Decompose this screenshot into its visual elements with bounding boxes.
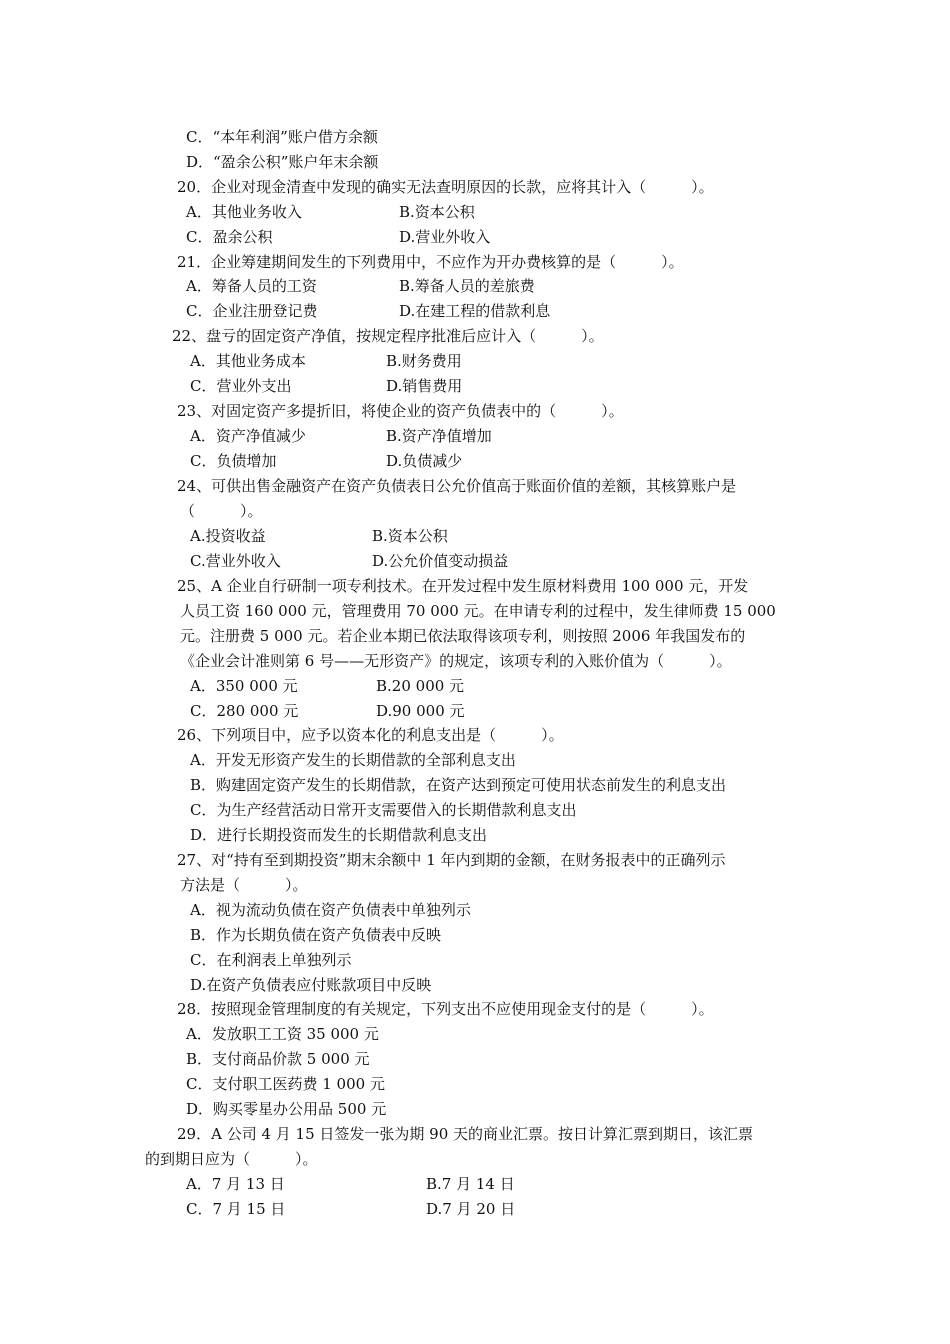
q25-option-b: B.20 000 元 — [376, 677, 465, 695]
q23-option-d: D.负债减少 — [386, 452, 463, 470]
q26-option-b: B．购建固定资产发生的长期借款，在资产达到预定可使用状态前发生的利息支出 — [190, 776, 727, 794]
q24-stem-cont: （ ）。 — [180, 502, 263, 520]
q27-option-c: C．在利润表上单独列示 — [190, 951, 352, 969]
q25-option-c: C．280 000 元 — [190, 702, 299, 720]
q29-option-a: A．7 月 13 日 — [186, 1175, 285, 1193]
q25-stem-cont-2: 元。注册费 5 000 元。若企业本期已依法取得该项专利，则按照 2006 年我国发布的 — [180, 627, 746, 645]
q21-option-a: A．筹备人员的工资 — [186, 277, 317, 295]
q25-stem: 25、A 企业自行研制一项专利技术。在开发过程中发生原材料费用 100 000 元，开发 — [177, 577, 749, 595]
q26-option-a: A．开发无形资产发生的长期借款的全部利息支出 — [190, 751, 516, 769]
q20-option-b: B.资本公积 — [399, 203, 475, 221]
q22-option-c: C．营业外支出 — [190, 377, 292, 395]
q23-option-a: A．资产净值减少 — [190, 427, 306, 445]
q29-stem: 29．A 公司 4 月 15 日签发一张为期 90 天的商业汇票。按日计算汇票到期日，该汇票 — [177, 1125, 754, 1143]
q21-option-c: C．企业注册登记费 — [186, 302, 318, 320]
q22-option-a: A．其他业务成本 — [190, 352, 306, 370]
q27-stem-cont: 方法是（ ）。 — [180, 876, 308, 894]
q22-stem: 22、盘亏的固定资产净值，按规定程序批准后应计入（ ）。 — [172, 327, 604, 345]
q21-option-d: D.在建工程的借款利息 — [399, 302, 551, 320]
q29-option-b: B.7 月 14 日 — [426, 1175, 515, 1193]
q21-stem: 21．企业筹建期间发生的下列费用中，不应作为开办费核算的是（ ）。 — [177, 253, 684, 271]
q28-stem: 28．按照现金管理制度的有关规定，下列支出不应使用现金支付的是（ ）。 — [177, 1000, 714, 1018]
q27-option-d: D.在资产负债表应付账款项目中反映 — [190, 976, 432, 994]
q24-option-b: B.资本公积 — [372, 527, 448, 545]
q20-option-c: C．盈余公积 — [186, 228, 273, 246]
q19-option-c: C．“本年利润”账户借方余额 — [186, 128, 378, 146]
q25-stem-cont-3: 《企业会计准则第 6 号——无形资产》的规定，该项专利的入账价值为（ ）。 — [180, 652, 732, 670]
q20-option-d: D.营业外收入 — [399, 228, 491, 246]
q23-option-b: B.资产净值增加 — [386, 427, 492, 445]
q20-option-a: A．其他业务收入 — [186, 203, 302, 221]
q23-stem: 23、对固定资产多提折旧，将使企业的资产负债表中的（ ）。 — [177, 402, 624, 420]
q22-option-d: D.销售费用 — [386, 377, 463, 395]
q29-option-d: D.7 月 20 日 — [426, 1200, 516, 1218]
q29-option-c: C．7 月 15 日 — [186, 1200, 286, 1218]
q25-option-a: A．350 000 元 — [190, 677, 298, 695]
q24-stem: 24、可供出售金融资产在资产负债表日公允价值高于账面价值的差额，其核算账户是 — [177, 477, 737, 495]
q27-stem: 27、对“持有至到期投资”期末余额中 1 年内到期的金额，在财务报表中的正确列示 — [177, 851, 726, 869]
q22-option-b: B.财务费用 — [386, 352, 462, 370]
q20-stem: 20．企业对现金清查中发现的确实无法查明原因的长款，应将其计入（ ）。 — [177, 178, 714, 196]
q24-option-c: C.营业外收入 — [190, 552, 281, 570]
q23-option-c: C．负债增加 — [190, 452, 277, 470]
q26-option-d: D．进行长期投资而发生的长期借款利息支出 — [190, 826, 488, 844]
q26-option-c: C．为生产经营活动日常开支需要借入的长期借款利息支出 — [190, 801, 577, 819]
q26-stem: 26、下列项目中，应予以资本化的利息支出是（ ）。 — [177, 726, 564, 744]
q28-option-c: C．支付职工医药费 1 000 元 — [186, 1075, 385, 1093]
q28-option-d: D．购买零星办公用品 500 元 — [186, 1100, 387, 1118]
q19-option-d: D．“盈余公积”账户年末余额 — [186, 153, 379, 171]
q27-option-b: B．作为长期负债在资产负债表中反映 — [190, 926, 442, 944]
q25-stem-cont-1: 人员工资 160 000 元，管理费用 70 000 元。在申请专利的过程中，发生律师费 15 000 — [180, 602, 776, 620]
q28-option-a: A．发放职工工资 35 000 元 — [186, 1025, 379, 1043]
q29-stem-cont: 的到期日应为（ ）。 — [145, 1150, 318, 1168]
q21-option-b: B.筹备人员的差旅费 — [399, 277, 535, 295]
q25-option-d: D.90 000 元 — [376, 702, 465, 720]
q24-option-a: A.投资收益 — [190, 527, 266, 545]
q24-option-d: D.公允价值变动损益 — [372, 552, 509, 570]
q28-option-b: B．支付商品价款 5 000 元 — [186, 1050, 370, 1068]
q27-option-a: A．视为流动负债在资产负债表中单独列示 — [190, 901, 471, 919]
